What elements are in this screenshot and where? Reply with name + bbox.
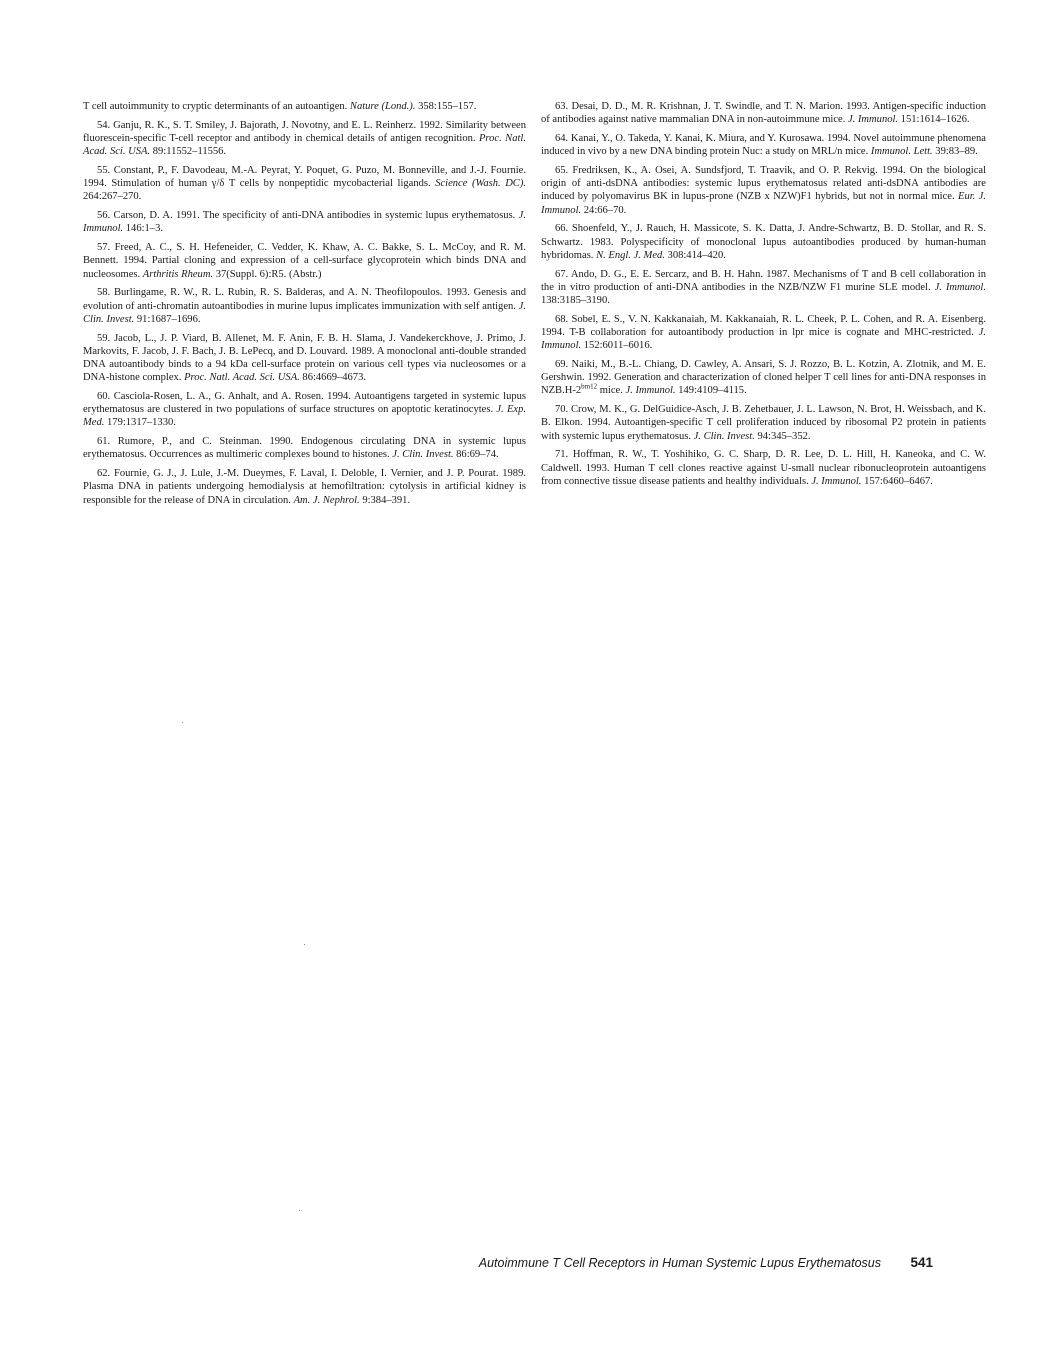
reference-item: 69. Naiki, M., B.-L. Chiang, D. Cawley, A. Ansari, S. J. Rozzo, B. L. Kotzin, A. Zlotnik, and M. E. Gershwin. 1992. Generation and characterization of cloned helper T cell lines for anti-DNA responses in $NZB.H-2^{bm12}$ mice. J. Immunol. 149:4109–4115.	[541, 359, 986, 397]
reference-item: 54. Ganju, R. K., S. T. Smiley, J. Bajorath, J. Novotny, and E. L. Reinherz. 1992. Similarity between fluorescein-specific T-cell receptor and antibody in chemical details of antigen recognition. Proc. Natl. Acad. Sci. USA. 89:11552–11556.	[83, 119, 526, 158]
reference-column-left	[83, 100, 526, 512]
reference-item: 67. Ando, D. G., E. E. Sercarz, and B. H. Hahn. 1987. Mechanisms of T and B cell collaboration in the in vitro production of anti-DNA antibodies in the NZB/NZW F1 murine SLE model. J. Immunol. 138:3185–3190.	[541, 268, 986, 307]
page-number: 541	[910, 1255, 933, 1270]
reference-item: 62. Fournie, G. J., J. Lule, J.-M. Dueymes, F. Laval, I. Deloble, I. Vernier, and J. P. Pourat. 1989. Plasma DNA in patients undergoing hemodialysis at hemofiltration: cytolysis in artificial kidney is responsible for the release of DNA in circulation. Am. J. Nephrol. 9:384–391.	[83, 468, 526, 506]
reference-item: 64. Kanai, Y., O. Takeda, Y. Kanai, K. Miura, and Y. Kurosawa. 1994. Novel autoimmune phenomena induced in vivo by a new DNA binding protein Nuc: a study on MRL/n mice. Immunol. Lett. 39:83–89.	[541, 133, 986, 158]
reference-item: T cell autoimmunity to cryptic determinants of an autoantigen. Nature (Lond.). 358:155–157.	[83, 101, 477, 112]
reference-item: 57. Freed, A. C., S. H. Hefeneider, C. Vedder, K. Khaw, A. C. Bakke, S. L. McCoy, and R. M. Bennett. 1994. Partial cloning and expression of a cell-surface glycoprotein which binds DNA and nucleosomes. Arthritis Rheum. 37(Suppl. 6):R5. (Abstr.)	[83, 242, 526, 280]
reference-item: 59. Jacob, L., J. P. Viard, B. Allenet, M. F. Anin, F. B. H. Slama, J. Vandekerckhove, J. Primo, J. Markovits, F. Jacob, J. F. Bach, J. B. LePecq, and D. Louvard. 1989. A monoclonal anti-double stranded DNA autoantibody binds to a 94 kDa cell-surface protein on various cell types via nucleosomes or a DNA-histone complex. Proc. Natl. Acad. Sci. USA. 86:4669–4673.	[83, 332, 526, 384]
running-title: Autoimmune T Cell Receptors in Human Systemic Lupus Erythematosus	[478, 1256, 881, 1270]
reference-item: 66. Shoenfeld, Y., J. Rauch, H. Massicote, S. K. Datta, J. Andre-Schwartz, B. D. Stollar, and R. S. Schwartz. 1983. Polyspecificity of monoclonal lupus autoantibodies produced by human-human hybridomas. N. Engl. J. Med. 308:414–420.	[541, 223, 986, 261]
page-footer	[0, 1256, 1043, 1276]
reference-item: 56. Carson, D. A. 1991. The specificity of anti-DNA antibodies in systemic lupus erythematosus. J. Immunol. 146:1–3.	[83, 210, 526, 235]
reference-item: 55. Constant, P., F. Davodeau, M.-A. Peyrat, Y. Poquet, G. Puzo, M. Bonneville, and J.-J. Fournie. 1994. Stimulation of human γ/δ T cells by nonpeptidic mycobacterial ligands. Science (Wash. DC). 264:267–270.	[83, 165, 526, 203]
scan-speck	[299, 1210, 300, 1211]
reference-item: 65. Fredriksen, K., A. Osei, A. Sundsfjord, T. Traavik, and O. P. Rekvig. 1994. On the biological origin of anti-dsDNA antibodies: systemic lupus erythematosus related anti-dsDNA antibodies are induced by polyomavirus BK in lupus-prone (NZB x NZW)F1 hybrids, but not in normal mice. Eur. J. Immunol. 24:66–70.	[541, 165, 986, 216]
reference-item: 61. Rumore, P., and C. Steinman. 1990. Endogenous circulating DNA in systemic lupus erythematosus. Occurrences as multimeric complexes bound to histones. J. Clin. Invest. 86:69–74.	[83, 436, 526, 461]
reference-item: 68. Sobel, E. S., V. N. Kakkanaiah, M. Kakkanaiah, R. L. Cheek, P. L. Cohen, and R. A. Eisenberg. 1994. T-B collaboration for autoantibody production in lpr mice is cognate and MHC-restricted. J. Immunol. 152:6011–6016.	[541, 313, 986, 352]
scan-speck	[182, 722, 183, 723]
reference-item: 71. Hoffman, R. W., T. Yoshihiko, G. C. Sharp, D. R. Lee, D. L. Hill, H. Kaneoka, and C. W. Caldwell. 1993. Human T cell clones reactive against U-small nuclear ribonucleoprotein autoantigens from connective tissue disease patients and healthy individuals. J. Immunol. 157:6460–6467.	[541, 449, 986, 487]
reference-item: 60. Casciola-Rosen, L. A., G. Anhalt, and A. Rosen. 1994. Autoantigens targeted in systemic lupus erythematosus are clustered in two populations of surface structures on apoptotic keratinocytes. J. Exp. Med. 179:1317–1330.	[83, 391, 526, 429]
reference-item: 70. Crow, M. K., G. DelGuidice-Asch, J. B. Zehetbauer, J. L. Lawson, N. Brot, H. Weissbach, and K. B. Elkon. 1994. Autoantigen-specific T cell proliferation induced by ribosomal P2 protein in patients with systemic lupus erythematosus. J. Clin. Invest. 94:345–352.	[541, 404, 986, 442]
reference-column-right	[541, 100, 986, 494]
reference-item: 63. Desai, D. D., M. R. Krishnan, J. T. Swindle, and T. N. Marion. 1993. Antigen-specific induction of antibodies against native mammalian DNA in non-autoimmune mice. J. Immunol. 151:1614–1626.	[541, 101, 986, 126]
scan-speck	[304, 944, 305, 945]
reference-item: 58. Burlingame, R. W., R. L. Rubin, R. S. Balderas, and A. N. Theofilopoulos. 1993. Genesis and evolution of anti-chromatin autoantibodies in murine lupus implicates immunization with self antigen. J. Clin. Invest. 91:1687–1696.	[83, 287, 526, 325]
